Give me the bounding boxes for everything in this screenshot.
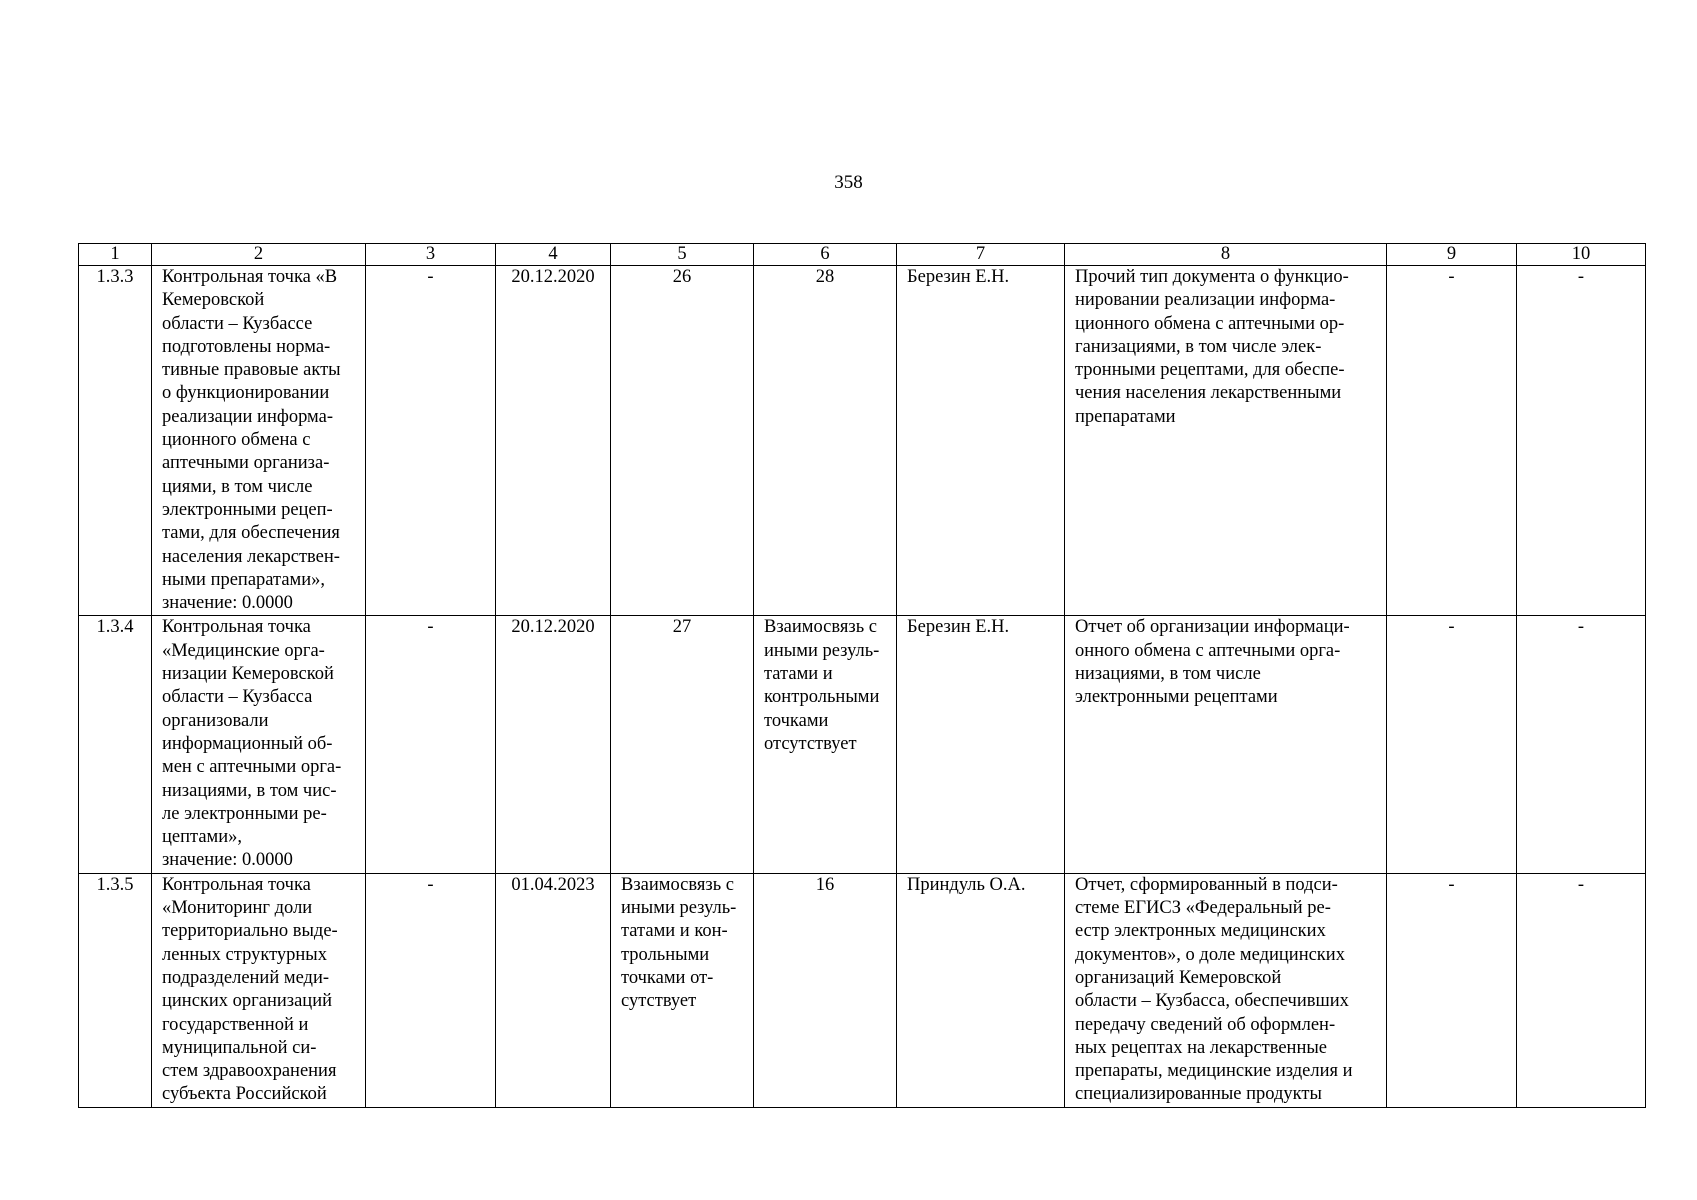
table-row <box>79 266 1646 616</box>
cell-col3: - <box>366 873 496 1107</box>
due-date: 01.04.2023 <box>496 873 611 1107</box>
control-point-name: Контрольная точка «Мониторинг доли территориально выде- ленных структурных подразделений меди- цинских организаций государственной и муниципальной си- стем здравоохранения субъекта Российской <box>152 873 366 1107</box>
row-number: 1.3.5 <box>79 873 152 1107</box>
row-number: 1.3.3 <box>79 266 152 616</box>
cell-col5: 26 <box>611 266 754 616</box>
cell-col9: - <box>1387 616 1517 873</box>
due-date: 20.12.2020 <box>496 266 611 616</box>
table-row <box>79 616 1646 873</box>
cell-col10: - <box>1517 266 1646 616</box>
cell-col5: 27 <box>611 616 754 873</box>
column-header: 4 <box>496 244 611 266</box>
column-header: 1 <box>79 244 152 266</box>
cell-col6: 28 <box>754 266 897 616</box>
schedule-table <box>78 243 1646 1108</box>
responsible-person: Березин Е.Н. <box>897 616 1065 873</box>
cell-col5: Взаимосвязь с иными резуль- татами и кон- трольными точками от- сутствует <box>611 873 754 1107</box>
cell-col10: - <box>1517 873 1646 1107</box>
column-header: 7 <box>897 244 1065 266</box>
column-header: 9 <box>1387 244 1517 266</box>
cell-col9: - <box>1387 873 1517 1107</box>
page-number: 358 <box>834 172 863 193</box>
table-row <box>79 873 1646 1107</box>
column-header: 2 <box>152 244 366 266</box>
document-type: Отчет об организации информаци- онного обмена с аптечными орга- низациями, в том числе электронными рецептами <box>1065 616 1387 873</box>
control-point-name: Контрольная точка «В Кемеровской области – Кузбассе подготовлены норма- тивные правовые акты о функционировании реализации информа- ционного обмена с аптечными организа- циями, в том числе электронными рецеп- тами, для обеспечения населения лекарствен- ными препаратами», значение: 0.0000 <box>152 266 366 616</box>
row-number: 1.3.4 <box>79 616 152 873</box>
column-header: 10 <box>1517 244 1646 266</box>
column-header: 8 <box>1065 244 1387 266</box>
column-header: 6 <box>754 244 897 266</box>
responsible-person: Приндуль О.А. <box>897 873 1065 1107</box>
document-type: Отчет, сформированный в подси- стеме ЕГИСЗ «Федеральный ре- естр электронных медицинских документов», о доле медицинских организаций Кемеровской области – Кузбасса, обеспечивших передачу сведений об оформлен- ных рецептах на лекарственные препараты, медицинские изделия и специализированные продукты <box>1065 873 1387 1107</box>
column-header: 3 <box>366 244 496 266</box>
cell-col9: - <box>1387 266 1517 616</box>
cell-col6: Взаимосвязь с иными резуль- татами и контрольными точками отсутствует <box>754 616 897 873</box>
document-type: Прочий тип документа о функцио- нировании реализации информа- ционного обмена с аптечными ор- ганизациями, в том числе элек- тронными рецептами, для обеспе- чения населения лекарственными препаратами <box>1065 266 1387 616</box>
column-number-row <box>79 244 1646 266</box>
control-point-name: Контрольная точка «Медицинские орга- низации Кемеровской области – Кузбасса организовали информационный об- мен с аптечными орга- низациями, в том чис- ле электронными ре- цептами», значение: 0.0000 <box>152 616 366 873</box>
cell-col3: - <box>366 616 496 873</box>
due-date: 20.12.2020 <box>496 616 611 873</box>
cell-col6: 16 <box>754 873 897 1107</box>
column-header: 5 <box>611 244 754 266</box>
responsible-person: Березин Е.Н. <box>897 266 1065 616</box>
cell-col3: - <box>366 266 496 616</box>
cell-col10: - <box>1517 616 1646 873</box>
